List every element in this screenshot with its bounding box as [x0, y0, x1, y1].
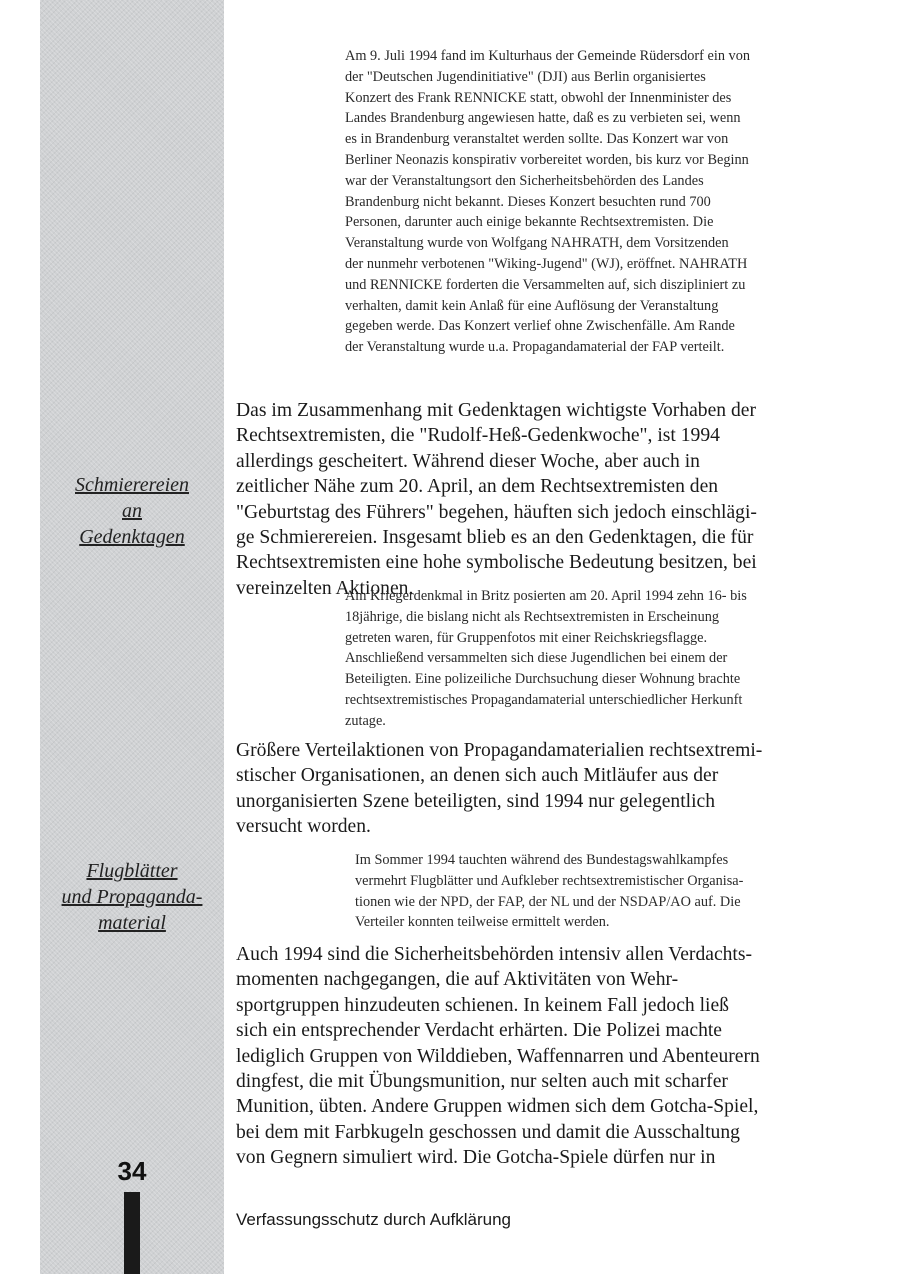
text-line: unorganisierten Szene beteiligten, sind 1994 nur gelegentlich — [236, 790, 716, 812]
text-line: vermehrt Flugblätter und Aufkleber rechtsextremistischer Organisa- — [355, 872, 744, 889]
text-line: ge Schmierereien. Insgesamt blieb es an den Gedenktagen, die für — [236, 527, 754, 549]
text-line: Auch 1994 sind die Sicherheitsbehörden intensiv allen Verdachts- — [236, 944, 753, 965]
text-line: der Veranstaltung wurde u.a. Propagandamaterial der FAP verteilt. — [345, 339, 725, 356]
text-line: von Gegnern simuliert wird. Die Gotcha-Spiele dürfen nur in — [236, 1147, 716, 1169]
margin-heading-line: Schmierereien — [74, 474, 190, 496]
text-line: tionen wie der NPD, der FAP, der NL und der NSDAP/AO auf. Die — [355, 893, 741, 910]
page-footer: Verfassungsschutz durch Aufklärung — [236, 1210, 511, 1229]
text-line: Munition, übten. Andere Gruppen widmen sich dem Gotcha-Spiel, — [236, 1096, 759, 1118]
text-line: versucht worden. — [236, 816, 371, 838]
paragraph-wehrsportgruppen — [236, 942, 760, 1171]
text-line: Am Kriegerdenkmal in Britz posierten am 20. April 1994 zehn 16- bis — [345, 588, 747, 604]
text-line: Verteiler konnten teilweise ermittelt werden. — [355, 914, 610, 931]
text-line: Beteiligten. Eine polizeiliche Durchsuchung dieser Wohnung brachte — [345, 671, 741, 688]
text-line: momenten nachgegangen, die auf Aktivitäten von Wehr- — [236, 969, 679, 991]
text-line: allerdings gescheitert. Während dieser Woche, aber auch in — [236, 450, 700, 472]
text-line: Größere Verteilaktionen von Propagandamaterialien rechtsextremi- — [236, 740, 763, 761]
text-line: dingfest, die mit Übungsmunition, nur selten auch mit scharfer — [236, 1071, 728, 1093]
text-line: und RENNICKE forderten die Versammelten auf, sich diszipliniert zu — [345, 276, 746, 293]
margin-heading-line: an — [122, 500, 142, 522]
text-line: es in Brandenburg veranstaltet werden sollte. Das Konzert war von — [345, 131, 729, 148]
text-line: vereinzelten Aktionen. — [236, 577, 414, 599]
text-line: rechtsextremistisches Propagandamaterial unterschiedlicher Herkunft — [345, 691, 743, 708]
text-line: sich ein entsprechender Verdacht erhärten. Die Polizei machte — [236, 1020, 723, 1042]
text-line: Rechtsextremisten eine hohe symbolische Bedeutung besitzen, bei — [236, 552, 757, 574]
margin-heading-flugblaetter — [40, 858, 224, 936]
text-line: stischer Organisationen, an denen sich auch Mitläufer aus der — [236, 765, 719, 787]
paragraph-gedenktage — [236, 398, 757, 601]
margin-heading-line: material — [98, 912, 166, 934]
text-line: Im Sommer 1994 tauchten während des Bundestagswahlkampfes — [355, 852, 729, 868]
page-number-bar — [124, 1192, 140, 1274]
text-line: lediglich Gruppen von Wilddieben, Waffennarren und Abenteurern — [236, 1045, 760, 1067]
margin-sidebar — [40, 0, 224, 1274]
case-example-kriegerdenkmal — [345, 586, 747, 732]
text-line: Veranstaltung wurde von Wolfgang NAHRATH, dem Vorsitzenden — [345, 235, 729, 252]
margin-heading-line: Flugblätter — [86, 860, 178, 882]
text-line: der "Deutschen Jugendinitiative" (DJI) aus Berlin organisiertes — [345, 68, 706, 85]
text-line: Am 9. Juli 1994 fand im Kulturhaus der Gemeinde Rüdersdorf ein von — [345, 48, 751, 64]
text-line: getreten waren, für Gruppenfotos mit einer Reichskriegsflagge. — [345, 629, 708, 646]
text-line: Rechtsextremisten, die "Rudolf-Heß-Gedenkwoche", ist 1994 — [236, 425, 720, 447]
margin-heading-line: Gedenktagen — [79, 526, 185, 548]
text-line: verhalten, damit kein Anlaß für eine Auflösung der Veranstaltung — [345, 297, 719, 314]
text-line: Das im Zusammenhang mit Gedenktagen wichtigste Vorhaben der — [236, 400, 757, 421]
margin-heading-line: und Propaganda- — [61, 886, 203, 908]
text-line: Anschließend versammelten sich diese Jugendlichen bei einem der — [345, 650, 728, 667]
text-line: zutage. — [345, 712, 386, 729]
paragraph-verteilaktionen — [236, 738, 762, 840]
text-line: bei dem mit Farbkugeln geschossen und damit die Ausschaltung — [236, 1121, 740, 1143]
text-line: gegeben werde. Das Konzert verlief ohne Zwischenfälle. Am Rande — [345, 318, 735, 335]
text-line: Personen, darunter auch einige bekannte Rechtsextremisten. Die — [345, 214, 714, 231]
text-line: der nunmehr verbotenen "Wiking-Jugend" (WJ), eröffnet. NAHRATH — [345, 255, 748, 272]
text-line: war der Veranstaltungsort den Sicherheitsbehörden des Landes — [345, 172, 704, 189]
page-number: 34 — [117, 1156, 147, 1186]
text-line: Brandenburg nicht bekannt. Dieses Konzert besuchten rund 700 — [345, 193, 711, 210]
case-example-konzert — [345, 46, 750, 358]
text-line: Berliner Neonazis konspirativ vorbereitet worden, bis kurz vor Beginn — [345, 151, 749, 168]
text-line: 18jährige, die bislang nicht als Rechtsextremisten in Erscheinung — [345, 608, 720, 625]
text-line: "Geburtstag des Führers" begehen, häuften sich jedoch einschlägi- — [236, 501, 757, 523]
text-line: Konzert des Frank RENNICKE statt, obwohl der Innenminister des — [345, 89, 732, 106]
margin-heading-schmierereien — [40, 472, 224, 550]
text-line: sportgruppen hinzudeuten schienen. In keinem Fall jedoch ließ — [236, 994, 729, 1016]
case-example-wahlkampf — [355, 850, 743, 933]
text-line: zeitlicher Nähe zum 20. April, an dem Rechtsextremisten den — [236, 476, 719, 498]
text-line: Landes Brandenburg angewiesen hatte, daß es zu verbieten sei, wenn — [345, 110, 741, 127]
